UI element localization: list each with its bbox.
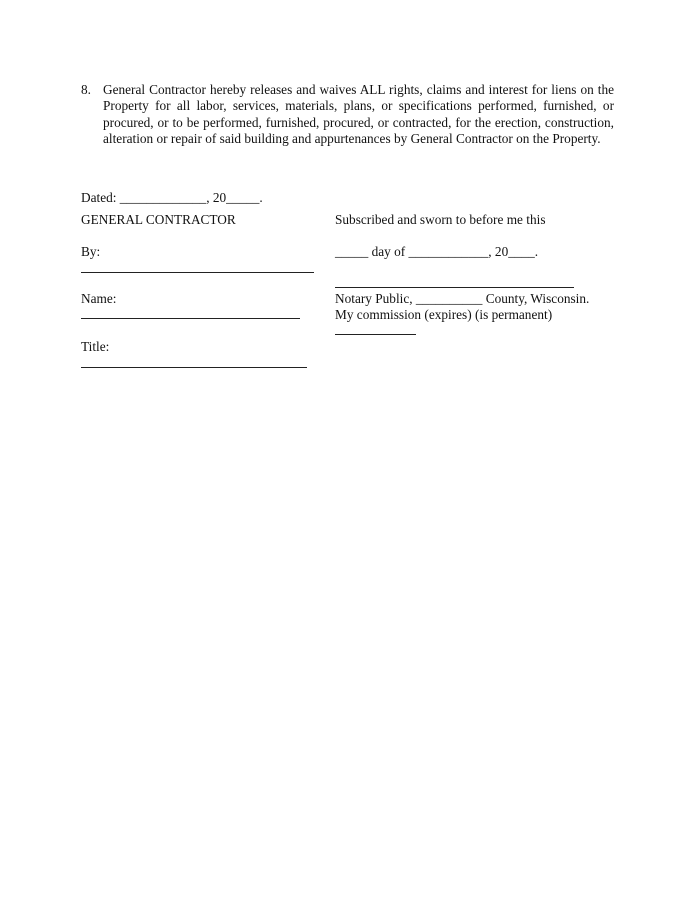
county-blank[interactable]: __________ bbox=[415, 291, 483, 306]
by-signature-line[interactable] bbox=[81, 272, 314, 273]
notary-signature-line[interactable] bbox=[335, 287, 574, 288]
dated-line[interactable]: Dated: _____________, 20_____. bbox=[81, 190, 263, 205]
notary-prefix: Notary Public, bbox=[335, 291, 416, 306]
clause-number: 8. bbox=[81, 82, 91, 97]
lien-waiver-clause bbox=[81, 82, 614, 148]
notary-suffix: County, Wisconsin. bbox=[482, 291, 590, 306]
commission-blank-line[interactable] bbox=[335, 334, 416, 335]
notary-public-line bbox=[335, 291, 589, 307]
clause-text: General Contractor hereby releases and waives ALL rights, claims and interest for liens on the Property for all labor, services, materials, plans, or specifications performed, furnished, or procured, or to be performed, furnished, procured, or contracted, for the erection, construction, alteration or repair of said building and appurtenances by General Contractor on the Property. bbox=[103, 82, 614, 147]
general-contractor-heading: GENERAL CONTRACTOR bbox=[81, 212, 236, 227]
name-signature-line[interactable] bbox=[81, 318, 300, 319]
subscribed-sworn-text: Subscribed and sworn to before me this bbox=[335, 212, 546, 227]
title-label: Title: bbox=[81, 339, 110, 354]
name-label: Name: bbox=[81, 291, 117, 306]
commission-text: My commission (expires) (is permanent) bbox=[335, 307, 553, 322]
title-signature-line[interactable] bbox=[81, 367, 307, 368]
notary-day-line[interactable]: _____ day of ____________, 20____. bbox=[335, 244, 539, 259]
by-label: By: bbox=[81, 244, 101, 259]
